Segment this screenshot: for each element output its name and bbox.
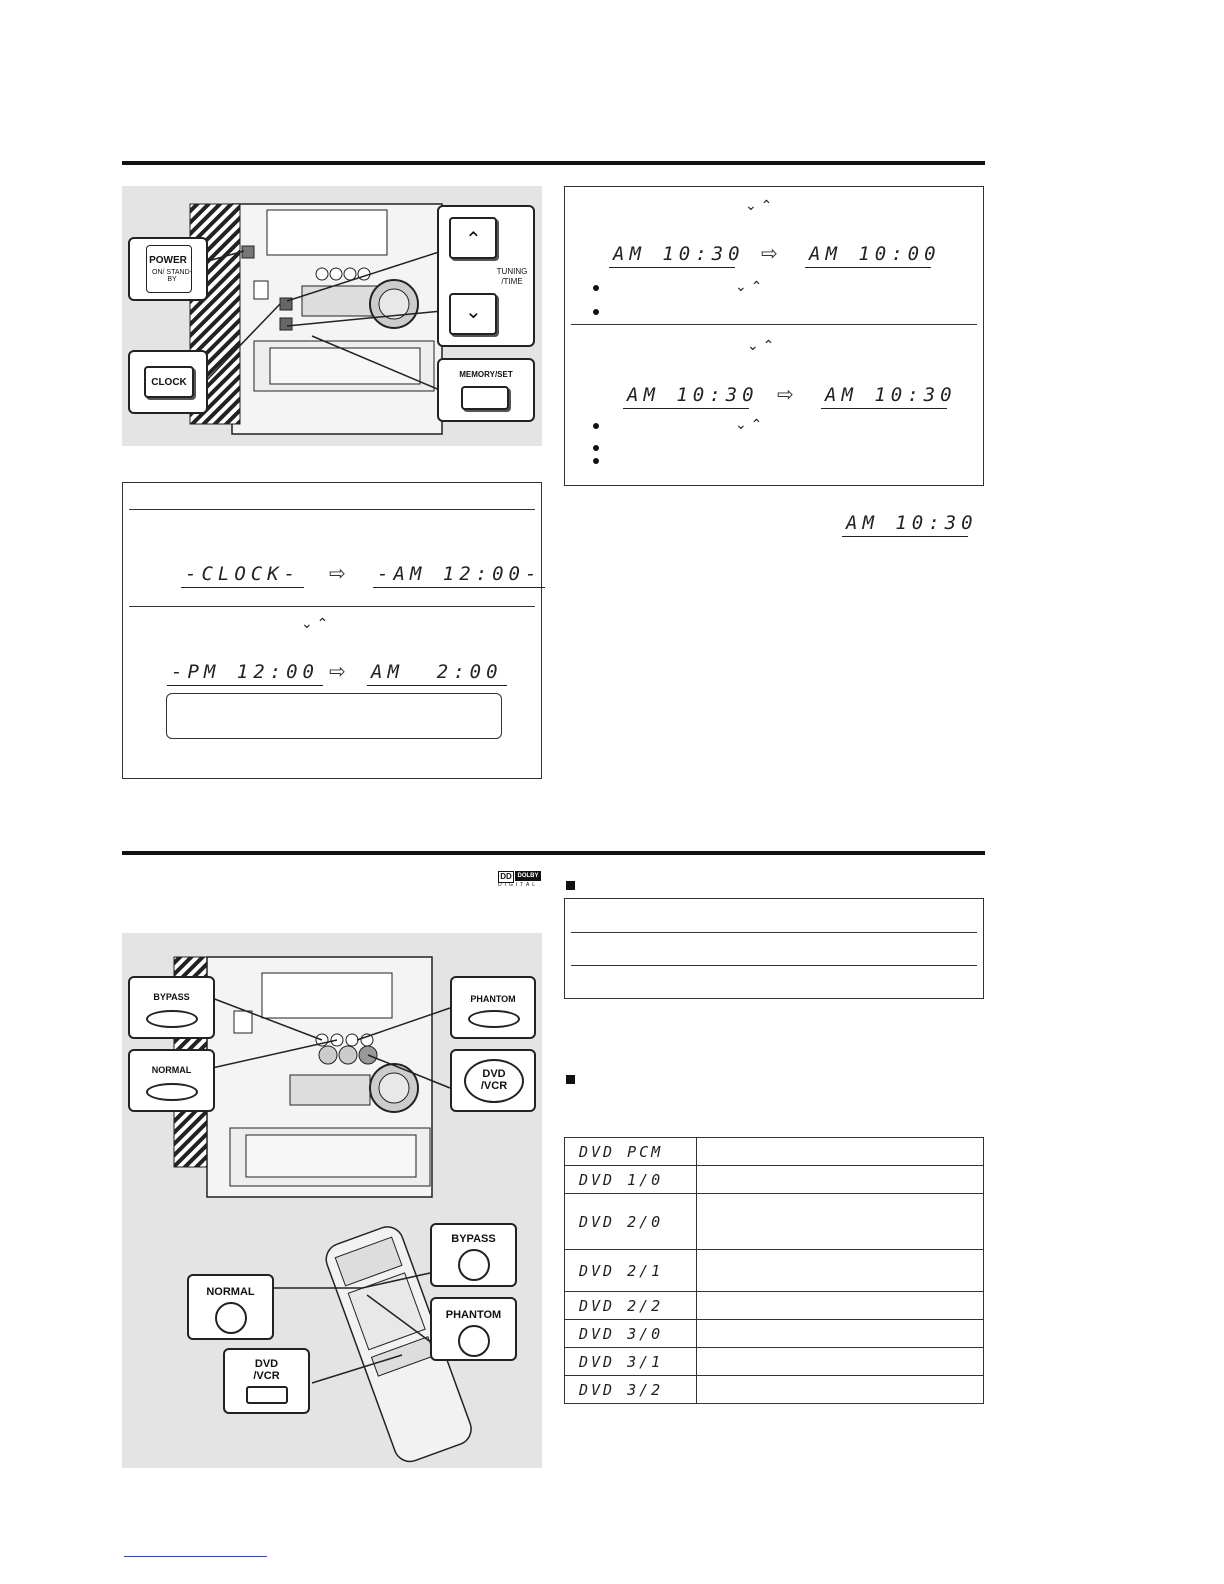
unit-dvd-vcr-callout xyxy=(450,1049,536,1112)
table-row xyxy=(565,1166,984,1194)
arrow-right-icon: ⇨ xyxy=(777,384,794,406)
power-label: POWER xyxy=(149,255,187,266)
table-row xyxy=(565,1348,984,1376)
dolby-logo-main: DOLBY xyxy=(515,871,541,881)
tuning-chevrons: ⌄ ⌃ xyxy=(747,337,775,353)
tuning-time-label: TUNING /TIME xyxy=(496,267,528,286)
chevron-down-icon: ⌄ xyxy=(465,301,482,323)
display-hour-set: AM 10:00 xyxy=(805,243,931,268)
bypass-label: BYPASS xyxy=(153,992,190,1002)
remote-bypass-callout xyxy=(430,1223,517,1287)
arrow-right-icon: ⇨ xyxy=(329,563,346,585)
tuning-chevrons: ⌄ ⌃ xyxy=(745,197,773,213)
display-minute-blink: AM 10:30 xyxy=(623,384,749,409)
power-button[interactable] xyxy=(146,245,192,293)
table-row xyxy=(565,1320,984,1348)
tuning-down-button[interactable] xyxy=(449,293,497,335)
memory-set-button[interactable] xyxy=(461,386,509,410)
normal-label: NORMAL xyxy=(151,1065,192,1075)
section-bullet-square xyxy=(566,1075,575,1084)
unit-bypass-callout xyxy=(128,976,215,1039)
unit-normal-button[interactable] xyxy=(146,1083,198,1101)
tuning-time-callout xyxy=(437,205,535,347)
clock-steps-box xyxy=(122,482,542,779)
bullet xyxy=(593,285,599,291)
display-minute-set: AM 10:30 xyxy=(821,384,947,409)
footnote-rule xyxy=(124,1556,267,1557)
note-callout-box xyxy=(166,693,502,739)
tuning-chevrons: ⌄ ⌃ xyxy=(735,278,763,294)
memory-set-callout xyxy=(437,358,535,422)
arrow-right-icon: ⇨ xyxy=(329,661,346,683)
clock-callout xyxy=(128,350,208,414)
chevron-up-icon: ⌃ xyxy=(465,229,482,251)
mode-table-box xyxy=(564,898,984,999)
table-row xyxy=(565,1376,984,1404)
remote-normal-button[interactable] xyxy=(215,1302,247,1334)
unit-normal-callout xyxy=(128,1049,215,1112)
divider xyxy=(571,932,977,933)
clock-label: CLOCK xyxy=(151,377,187,388)
remote-bypass-label: BYPASS xyxy=(451,1233,496,1245)
dolby-digital-logo xyxy=(498,871,544,889)
dvd-vcr-label: DVD /VCR xyxy=(480,1068,508,1092)
unit-bypass-button[interactable] xyxy=(146,1010,198,1028)
remote-dvd-vcr-label: DVD /VCR xyxy=(253,1358,280,1382)
dolby-logo-sub: DIGITAL xyxy=(498,882,539,888)
power-callout xyxy=(128,237,208,301)
display-clock-blink: -CLOCK- xyxy=(181,563,304,588)
remote-bypass-button[interactable] xyxy=(458,1249,490,1281)
phantom-label: PHANTOM xyxy=(470,994,516,1004)
dvd-display: DVD 3/1 xyxy=(565,1348,697,1376)
tuning-chevrons: ⌄ ⌃ xyxy=(301,615,329,631)
remote-normal-callout xyxy=(187,1274,274,1340)
divider xyxy=(571,324,977,325)
table-row xyxy=(565,1138,984,1166)
table-row xyxy=(565,1250,984,1292)
remote-dvd-vcr-callout xyxy=(223,1348,310,1414)
dolby-dd-icon: DD xyxy=(498,871,514,883)
dvd-display-table xyxy=(564,1137,984,1404)
dvd-display: DVD PCM xyxy=(565,1138,697,1166)
section-rule-dolby xyxy=(122,851,985,855)
dvd-display: DVD 2/2 xyxy=(565,1292,697,1320)
divider xyxy=(129,606,535,607)
dvd-display: DVD 1/0 xyxy=(565,1166,697,1194)
section-rule-top xyxy=(122,161,985,165)
tuning-chevrons: ⌄ ⌃ xyxy=(735,416,763,432)
time-setting-box xyxy=(564,186,984,486)
display-hour-blink: AM 10:30 xyxy=(609,243,735,268)
dvd-display: DVD 2/0 xyxy=(565,1194,697,1250)
unit-phantom-button[interactable] xyxy=(468,1010,520,1028)
table-row xyxy=(565,1194,984,1250)
remote-phantom-label: PHANTOM xyxy=(445,1309,502,1321)
bullet xyxy=(593,445,599,451)
tuning-up-button[interactable] xyxy=(449,217,497,259)
section-bullet-square xyxy=(566,881,575,890)
display-pm-1200: -PM 12:00 xyxy=(167,661,323,686)
bullet xyxy=(593,309,599,315)
remote-normal-label: NORMAL xyxy=(206,1286,255,1298)
bullet xyxy=(593,423,599,429)
display-am-200: AM 2:00 xyxy=(367,661,507,686)
arrow-right-icon: ⇨ xyxy=(761,243,778,265)
bullet xyxy=(593,458,599,464)
final-time-display: AM 10:30 xyxy=(842,512,968,537)
divider xyxy=(129,509,535,510)
dvd-display: DVD 3/2 xyxy=(565,1376,697,1404)
dvd-display: DVD 3/0 xyxy=(565,1320,697,1348)
remote-dvd-vcr-button[interactable] xyxy=(246,1386,288,1404)
unit-phantom-callout xyxy=(450,976,536,1039)
power-sublabel: ON/ STAND-BY xyxy=(152,269,192,283)
dvd-display: DVD 2/1 xyxy=(565,1250,697,1292)
memory-set-label: MEMORY/SET xyxy=(459,370,513,379)
display-am-1200: -AM 12:00- xyxy=(373,563,545,588)
table-row xyxy=(565,1292,984,1320)
divider xyxy=(571,965,977,966)
remote-phantom-callout xyxy=(430,1297,517,1361)
remote-phantom-button[interactable] xyxy=(458,1325,490,1357)
unit-dvd-vcr-button[interactable] xyxy=(464,1059,524,1103)
clock-button[interactable] xyxy=(144,366,194,398)
